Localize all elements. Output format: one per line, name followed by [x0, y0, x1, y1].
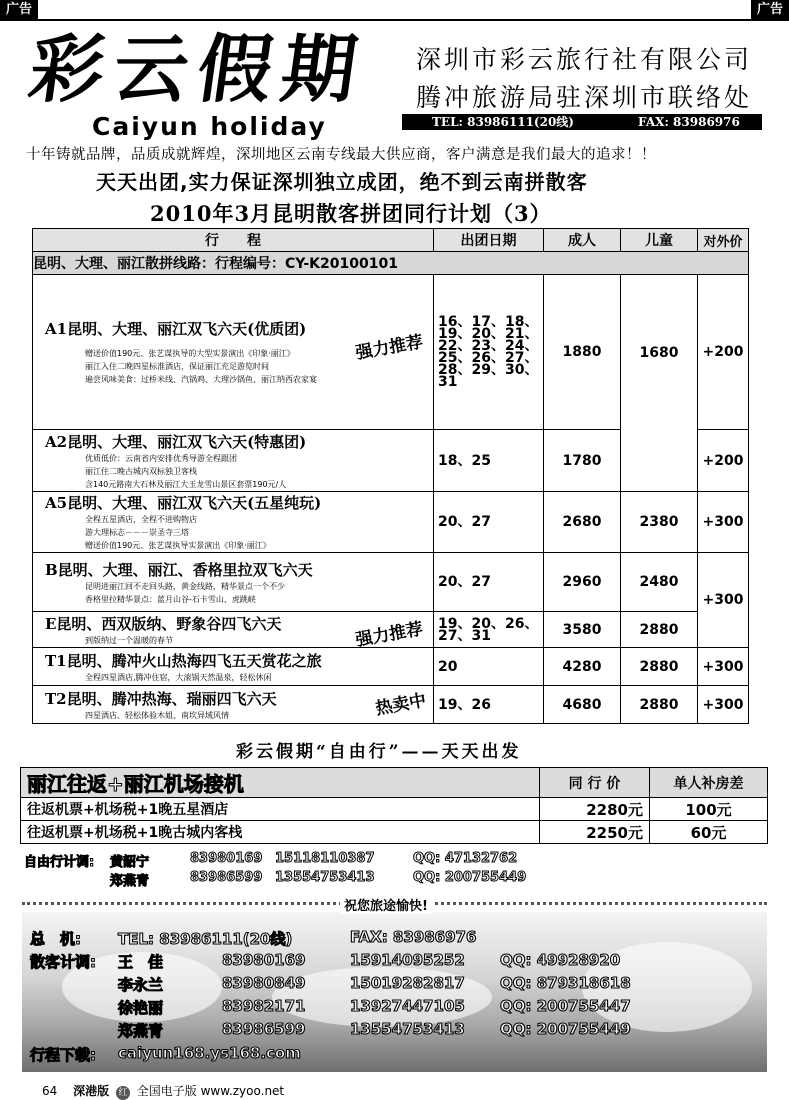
- adult-price: 2680: [544, 492, 621, 553]
- contact-tel: 83980849: [222, 974, 306, 992]
- company-tel: TEL: 83986111(20线): [432, 115, 574, 129]
- child-price: 2880: [621, 612, 698, 648]
- route-cell: [33, 686, 434, 724]
- contact-mobile: 13927447105: [350, 997, 465, 1015]
- contact-name: 李永兰: [118, 976, 164, 994]
- adult-price: 2960: [544, 553, 621, 612]
- page-footer: [42, 1082, 284, 1100]
- contact-tel: 83980169: [190, 851, 263, 866]
- free-travel-label: 自由行计调:: [24, 855, 95, 870]
- page-number: 64: [42, 1084, 58, 1098]
- route-desc: 四星酒店、轻松体验木姐、南坎异域风情: [85, 710, 229, 720]
- child-price: 1680: [621, 275, 698, 492]
- route-title: T1昆明、腾冲火山热海四飞五天赏花之旅: [45, 651, 322, 670]
- departure-dates: 20: [434, 648, 544, 686]
- table-row: [21, 821, 768, 844]
- package-name: 往返机票+机场税+1晚五星酒店: [21, 798, 540, 821]
- header-route: 行 程: [33, 229, 434, 252]
- adult-price: 1880: [544, 275, 621, 430]
- footer-site[interactable]: 全国电子版 www.zyoo.net: [136, 1084, 285, 1098]
- child-price: 2880: [621, 648, 698, 686]
- adult-price: 4680: [544, 686, 621, 724]
- price-table: [32, 228, 749, 724]
- external-price: +200: [698, 430, 749, 492]
- external-price: +200: [698, 275, 749, 430]
- free-travel-title: 彩云假期“自由行”——天天出发: [236, 742, 522, 762]
- contact-mobile: 13554753413: [350, 1020, 465, 1038]
- table-header: [33, 229, 749, 252]
- route-cell: [33, 612, 434, 651]
- contact-mobile: 13554753413: [275, 870, 375, 885]
- adult-price: 1780: [544, 430, 621, 492]
- contact-qq: QQ: 879318618: [500, 974, 631, 992]
- ad-label-left: 广告: [0, 0, 38, 20]
- wish-text: 祝您旅途愉快!: [340, 895, 432, 914]
- departure-dates: 18、25: [434, 430, 544, 492]
- departure-dates: 20、27: [434, 553, 544, 612]
- section-row: [33, 252, 749, 275]
- contact-qq: QQ: 49928920: [500, 951, 621, 969]
- company-name: 深圳市彩云旅行社有限公司: [416, 45, 753, 74]
- external-price: +300: [698, 648, 749, 686]
- contact-qq: QQ: 47132762: [413, 851, 518, 866]
- sales-label: 散客计调:: [30, 953, 96, 971]
- contact-name: 王 佳: [118, 953, 164, 971]
- route-cell: [33, 553, 434, 612]
- route-desc: 丽江住二晚古城内双标独卫客栈: [85, 466, 197, 476]
- main-line-label: 总 机:: [30, 930, 81, 948]
- route-title: T2昆明、腾冲热海、瑞丽四飞六天: [45, 689, 277, 708]
- contact-mobile: 15019282817: [350, 974, 465, 992]
- table-row: [33, 648, 749, 686]
- contact-bar: [402, 114, 762, 130]
- route-desc: 赠送价值190元、张艺谋执导的大型实景演出《印象·丽江》: [85, 349, 295, 358]
- route-cell: [33, 430, 434, 492]
- departure-dates: 20、27: [434, 492, 544, 553]
- brand-logo-en: Caiyun holiday: [92, 112, 327, 141]
- company-office: 腾冲旅游局驻深圳市联络处: [416, 83, 753, 112]
- table-row: [21, 798, 768, 821]
- brand-logo: 彩云假期: [23, 27, 373, 113]
- main-fax: FAX: 83986976: [350, 928, 477, 946]
- child-price: 2880: [621, 686, 698, 724]
- route-desc: 赠送价值190元、张艺谋执导实景演出《印象·丽江》: [85, 541, 271, 550]
- route-cell: [33, 275, 434, 430]
- route-desc: 遍尝风味美食：过桥米线、汽锅鸡、大理沙锅鱼、丽江纳西农家宴: [85, 375, 317, 384]
- header-single-supplement: 单人补房差: [650, 768, 768, 798]
- hot-sale-stamp: 热卖中: [374, 690, 428, 720]
- contact-tel: 83980169: [222, 951, 306, 969]
- main-tel: TEL: 83986111(20线): [118, 930, 293, 948]
- recommend-stamp: 强力推荐: [354, 332, 425, 364]
- contact-tel: 83986599: [222, 1020, 306, 1038]
- contact-mobile: 15118110387: [275, 851, 375, 866]
- route-title: B昆明、大理、丽江、香格里拉双飞六天: [45, 560, 313, 579]
- departure-dates: 16、17、18、19、20、21、22、23、24、25、26、27、28、29、30、31: [434, 275, 544, 430]
- contact-name: 徐艳丽: [118, 999, 164, 1017]
- single-supplement: 100元: [650, 798, 768, 821]
- adult-price: 4280: [544, 648, 621, 686]
- company-fax: FAX: 83986976: [638, 115, 740, 129]
- header-peer-price: 同 行 价: [540, 768, 650, 798]
- contact-tel: 83986599: [190, 870, 263, 885]
- free-travel-header: [21, 768, 768, 798]
- child-price: 2480: [621, 553, 698, 612]
- route-desc: 到版纳过一个温暖的春节: [85, 635, 173, 645]
- contact-qq: QQ: 200755449: [500, 1020, 631, 1038]
- route-desc: 优质低价：云南省内安排优秀导游全程跟团: [85, 453, 237, 463]
- contact-name: 黄韶宁: [110, 855, 150, 870]
- top-divider: [0, 19, 789, 21]
- contact-mobile: 15914095252: [350, 951, 465, 969]
- route-title: E昆明、西双版纳、野象谷四飞六天: [45, 614, 282, 633]
- header-adult: 成人: [544, 229, 621, 252]
- departure-dates: 19、20、26、27、31: [434, 612, 544, 648]
- contact-tel: 83982171: [222, 997, 306, 1015]
- package-price: 2280元: [540, 798, 650, 821]
- edition: 深港版: [73, 1084, 110, 1098]
- contact-qq: QQ: 200755449: [413, 870, 527, 885]
- route-desc: 昆明进丽江回不走回头路，黄金线路，精华景点一个不少: [85, 581, 285, 591]
- recommend-stamp: 强力推荐: [354, 619, 425, 651]
- table-row: [33, 686, 749, 724]
- route-desc: 游大理标志－－－崇圣寺三塔: [85, 528, 189, 537]
- header-child: 儿童: [621, 229, 698, 252]
- table-row: [33, 553, 749, 612]
- route-desc: 香格里拉精华景点：蓝月山谷-石卡雪山、虎跳峡: [85, 594, 256, 604]
- slogan-guarantee: 天天出团,实力保证深圳独立成团，绝不到云南拼散客: [96, 170, 588, 194]
- route-title: A1昆明、大理、丽江双飞六天(优质团): [45, 320, 307, 338]
- external-price: +300: [698, 553, 749, 648]
- route-cell: [33, 492, 434, 553]
- contact-qq: QQ: 200755447: [500, 997, 631, 1015]
- departure-dates: 19、26: [434, 686, 544, 724]
- slogan-brand: 十年铸就品牌，品质成就辉煌，深圳地区云南专线最大供应商，客户满意是我们最大的追求！！: [26, 147, 656, 163]
- download-label: 行程下载:: [30, 1046, 96, 1064]
- single-supplement: 60元: [650, 821, 768, 844]
- table-row: [33, 275, 749, 430]
- contact-name: 郑燕青: [110, 874, 150, 889]
- package-name: 往返机票+机场税+1晚古城内客栈: [21, 821, 540, 844]
- route-desc: 全程五星酒店，全程不进购物店: [85, 515, 197, 524]
- free-travel-table: [20, 767, 768, 844]
- contact-name: 郑燕青: [118, 1022, 164, 1040]
- package-price: 2250元: [540, 821, 650, 844]
- plan-title: 2010年3月昆明散客拼团同行计划（3）: [150, 201, 552, 226]
- header-external: 对外价: [698, 229, 749, 252]
- free-travel-heading: 丽江往返+丽江机场接机: [21, 768, 540, 798]
- child-price: 2380: [621, 492, 698, 553]
- route-desc: 丽江入住二晚四星标准酒店，保证丽江充足游览时间: [85, 362, 269, 371]
- route-desc: 全程四星酒店,腾冲住宿，大滚锅天然温泉，轻松休闲: [85, 672, 272, 682]
- route-desc: 含140元路南大石林及丽江大玉龙雪山景区套票190元/人: [85, 479, 287, 489]
- route-title: A2昆明、大理、丽江双飞六天(特惠团): [45, 432, 307, 451]
- table-row: [33, 612, 749, 648]
- table-row: [33, 492, 749, 553]
- route-cell: [33, 648, 434, 686]
- external-price: +300: [698, 686, 749, 724]
- adult-price: 3580: [544, 612, 621, 648]
- edition-badge-icon: 红: [116, 1086, 130, 1100]
- external-price: +300: [698, 492, 749, 553]
- route-title: A5昆明、大理、丽江双飞六天(五星纯玩): [45, 494, 322, 512]
- download-link[interactable]: caiyun168.ys168.com: [118, 1044, 301, 1062]
- ad-label-right: 广告: [751, 0, 789, 20]
- header-date: 出团日期: [434, 229, 544, 252]
- section-title: 昆明、大理、丽江散拼线路：行程编号：CY-K20100101: [33, 252, 749, 275]
